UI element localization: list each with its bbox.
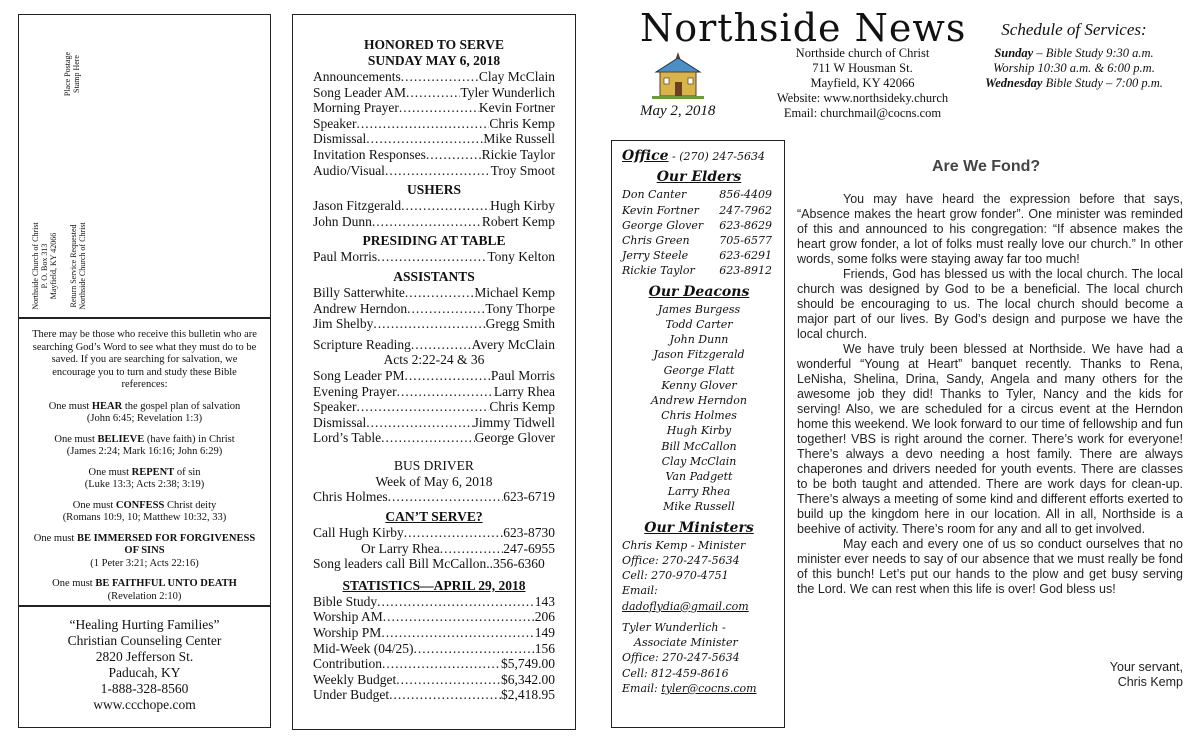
return-service-note: Return Service Requested Northside Church of Christ (69, 222, 87, 310)
counseling-website[interactable]: www.ccchope.com (93, 697, 196, 712)
elder-row: George Glover 623-8629 (622, 218, 772, 232)
schedule-line: Sunday – Bible Study 9:30 a.m. (994, 46, 1154, 60)
scripture-ref: Acts 2:22-24 & 36 (383, 352, 485, 368)
issue-date: May 2, 2018 (640, 103, 716, 119)
article-title: Are We Fond? (932, 158, 1041, 175)
roster-row: John Dunn ..... Robert Kemp (313, 214, 555, 230)
roster-row: Contribution ..... $5,749.00 (313, 656, 555, 672)
deacon-name: John Dunn (669, 333, 729, 347)
article-body (797, 192, 1183, 597)
roster-row: Song Leader PM ..... Paul Morris (313, 368, 555, 384)
elder-row: Kevin Fortner 247-7962 (622, 203, 772, 217)
elders-title: Our Elders (656, 169, 742, 186)
bus-row: Chris Holmes ..... 623-6719 (313, 489, 555, 505)
deacons-title: Our Deacons (648, 283, 750, 300)
plan-of-salvation (18, 318, 271, 606)
salvation-step: One must BE IMMERSED FOR FORGIVENESS OF SINS (1 Peter 3:21; Acts 22:16) (33, 532, 256, 569)
roster-row: Jason Fitzgerald ..... Hugh Kirby (313, 198, 555, 214)
roster-row: Invitation Responses ..... Rickie Taylor (313, 147, 555, 163)
deacons-list (622, 302, 776, 515)
ministers-title: Our Ministers (644, 519, 754, 536)
serve-date: SUNDAY MAY 6, 2018 (367, 53, 501, 68)
ushers-list (313, 198, 555, 229)
deacon-name: Mike Russell (663, 500, 735, 514)
website-link[interactable]: Website: www.northsideky.church (776, 91, 949, 105)
elders-list (622, 187, 776, 278)
roster-row: Audio/Visual ..... Troy Smoot (313, 163, 555, 179)
assistants-title: ASSISTANTS (393, 268, 475, 284)
stats-title: STATISTICS—APRIL 29, 2018 (342, 577, 526, 593)
deacon-name: Hugh Kirby (666, 424, 732, 438)
stamp-note: Place Postage Stamp Here (63, 51, 81, 97)
church-contact: Northside church of Christ 711 W Housman St. Mayfield, KY 42066 Website: www.northsideky.church Email: churchmail@cocns.com (770, 46, 955, 121)
office-line: Office - (270) 247-5634 (622, 148, 766, 164)
bus-title: BUS DRIVER (394, 457, 474, 473)
salvation-step: One must BELIEVE (have faith) in Christ (James 2:24; Mark 16:16; John 6:29) (54, 433, 235, 457)
schedule-line: Worship 10:30 a.m. & 6:00 p.m. (993, 61, 1155, 75)
schedule-title: Schedule of Services: (1001, 20, 1147, 39)
bus-week: Week of May 6, 2018 (375, 473, 493, 489)
roster-row: Paul Morris ..... Tony Kelton (313, 249, 555, 265)
table-title: PRESIDING AT TABLE (362, 233, 506, 249)
salvation-step: One must HEAR the gospel plan of salvation (John 6:45; Revelation 1:3) (48, 400, 241, 424)
stats-list (313, 594, 555, 703)
plan-intro: There may be those who receive this bulletin who are searching God’s Word to see what they must do to be saved. If you are searching for salvation, we encourage you to turn and study these Bible references: (32, 329, 257, 390)
elder-row: Don Canter 856-4409 (622, 188, 772, 202)
minister-2-email[interactable]: tyler@cocns.com (661, 681, 757, 695)
church-directory (611, 140, 785, 728)
article-paragraph: May each and every one of us so conduct ourselves that no minister ever needs to say of our absence that we must really be fond of this bunch! Let’s put our hands to the plow and get busy serving the Lord. We can rest when this life is over! God bless us! (797, 537, 1183, 596)
minister-1-email[interactable]: dadoflydia@gmail.com (622, 599, 749, 613)
roster-row: Dismissal ..... Mike Russell (313, 131, 555, 147)
elder-row: Jerry Steele 623-6291 (622, 249, 772, 263)
salvation-step: One must BE FAITHFUL UNTO DEATH (Revelation 2:10) (52, 578, 237, 602)
minister-1: Chris Kemp - Minister Office: 270-247-5634 Cell: 270-970-4751 Email: dadoflydia@gmail.com (622, 538, 749, 613)
deacon-name: Chris Holmes (661, 409, 737, 423)
elder-row: Chris Green 705-6577 (622, 234, 772, 248)
counseling-city: Paducah, KY (108, 665, 181, 680)
cant-row-2: Or Larry Rhea ..... 247-6955 (313, 541, 555, 557)
mailing-panel (18, 14, 271, 318)
cant-note: Song leaders call Bill McCallon..356-6360 (313, 556, 545, 572)
deacon-name: Clay McClain (661, 454, 737, 468)
roles-list (313, 69, 555, 178)
deacon-name: Van Padgett (665, 470, 733, 484)
roster-row: Lord’s Table ..... George Glover (313, 430, 555, 446)
email-link[interactable]: Email: churchmail@cocns.com (783, 106, 942, 120)
roster-row: Announcements ..... Clay McClain (313, 69, 555, 85)
cant-serve-title: CAN’T SERVE? (385, 509, 483, 525)
article-paragraph: You may have heard the expression before that says, “Absence makes the heart grow fonder”. One minister was reminded of this and announced to his congregation: “If absence makes the heart grow fonder, a lot of folks must really love our church.” In other words, some folks were staying away far too much! (797, 192, 1183, 266)
roster-row: Mid-Week (04/25) ..... 156 (313, 641, 555, 657)
roster-row: Andrew Herndon ..... Tony Thorpe (313, 301, 555, 317)
roster-row: Jim Shelby ..... Gregg Smith (313, 316, 555, 332)
deacon-name: Kenny Glover (661, 378, 737, 392)
article-paragraph: Friends, God has blessed us with the local church. The local church was designed by God to be a beneficial. The local church should be encouraging to us. The local church should become a major part of our lives. By God’s design and purpose we have the local church. (797, 267, 1183, 341)
article-signoff: Your servant, Chris Kemp (1109, 660, 1183, 689)
roster-row: Morning Prayer ..... Kevin Fortner (313, 100, 555, 116)
counseling-phone: 1-888-328-8560 (100, 681, 189, 696)
roster-row: Worship AM ..... 206 (313, 609, 555, 625)
scripture-row: Scripture Reading ..... Avery McClain (313, 337, 555, 353)
roster-row: Billy Satterwhite ..... Michael Kemp (313, 285, 555, 301)
plan-steps (29, 401, 260, 604)
elder-row: Rickie Taylor 623-8912 (622, 264, 772, 278)
roster-row: Speaker ..... Chris Kemp (313, 116, 555, 132)
roster-row: Song Leader AM ..... Tyler Wunderlich (313, 85, 555, 101)
pm-roles-list (313, 368, 555, 446)
deacon-name: James Burgess (657, 302, 741, 316)
counseling-street: 2820 Jefferson St. (95, 649, 194, 664)
cant-row-1: Call Hugh Kirby ..... 623-8730 (313, 525, 555, 541)
roster-row: Weekly Budget ..... $6,342.00 (313, 672, 555, 688)
roster-row: Dismissal ..... Jimmy Tidwell (313, 415, 555, 431)
deacon-name: George Flatt (663, 363, 735, 377)
ushers-title: USHERS (406, 182, 462, 198)
deacon-name: Larry Rhea (667, 485, 731, 499)
return-address: Northside Church of Christ P. O. Box 313 Mayfield, KY 42066 (31, 222, 58, 310)
deacon-name: Bill McCallon (661, 439, 737, 453)
roster-row: Evening Prayer ..... Larry Rhea (313, 384, 555, 400)
roster-row: Bible Study ..... 143 (313, 594, 555, 610)
roster-row: Worship PM ..... 149 (313, 625, 555, 641)
deacon-name: Todd Carter (665, 318, 733, 332)
service-roster (292, 14, 576, 730)
article-paragraph: We have truly been blessed at Northside. We have had a wonderful “Young at Heart” banquet recently. Thanks to Rena, LeNisha, Shelina, Drina, Sandy, Angela and many others for the awesome job they did! Thanks to Tyler, Nancy and the kids for serving! Also, we are scheduled for a circus event at the Herndon home this weekend. We look forward to our time of fellowship and fun together! VBS is right around the corner. There’s work for everyone! There’s always a devo needing a host family. There are always chaperones and drivers needed for youth events. There are classes to be both taught and attended. There are work days for clean-up. There’s always a meeting of some kind and different efforts exerted to build up the kingdom here in our location. All in all, Northside is a beehive of activity. There’s room for any and all to get involved. (797, 342, 1183, 536)
salvation-step: One must CONFESS Christ deity (Romans 10:9, 10; Matthew 10:32, 33) (62, 499, 227, 523)
counseling-ad (18, 606, 271, 728)
church-icon (648, 50, 708, 100)
minister-2: Tyler Wunderlich - Associate Minister Office: 270-247-5634 Cell: 812-459-8616 Email: tyler@cocns.com (622, 620, 757, 695)
assistants-list (313, 285, 555, 332)
schedule-of-services (958, 20, 1190, 91)
deacon-name: Andrew Herndon (651, 394, 747, 408)
roster-row: Speaker ..... Chris Kemp (313, 399, 555, 415)
schedule-line: Wednesday Bible Study – 7:00 p.m. (985, 76, 1163, 90)
newsletter-title: Northside News (640, 6, 967, 50)
counseling-tagline: “Healing Hurting Families” (69, 617, 220, 632)
table-list (313, 249, 555, 265)
salvation-step: One must REPENT of sin (Luke 13:3; Acts 2:38; 3:19) (84, 466, 205, 490)
counseling-name: Christian Counseling Center (67, 633, 222, 648)
deacon-name: Jason Fitzgerald (653, 348, 745, 362)
roster-row: Under Budget ..... $2,418.95 (313, 687, 555, 703)
serve-title: HONORED TO SERVE (363, 37, 505, 52)
